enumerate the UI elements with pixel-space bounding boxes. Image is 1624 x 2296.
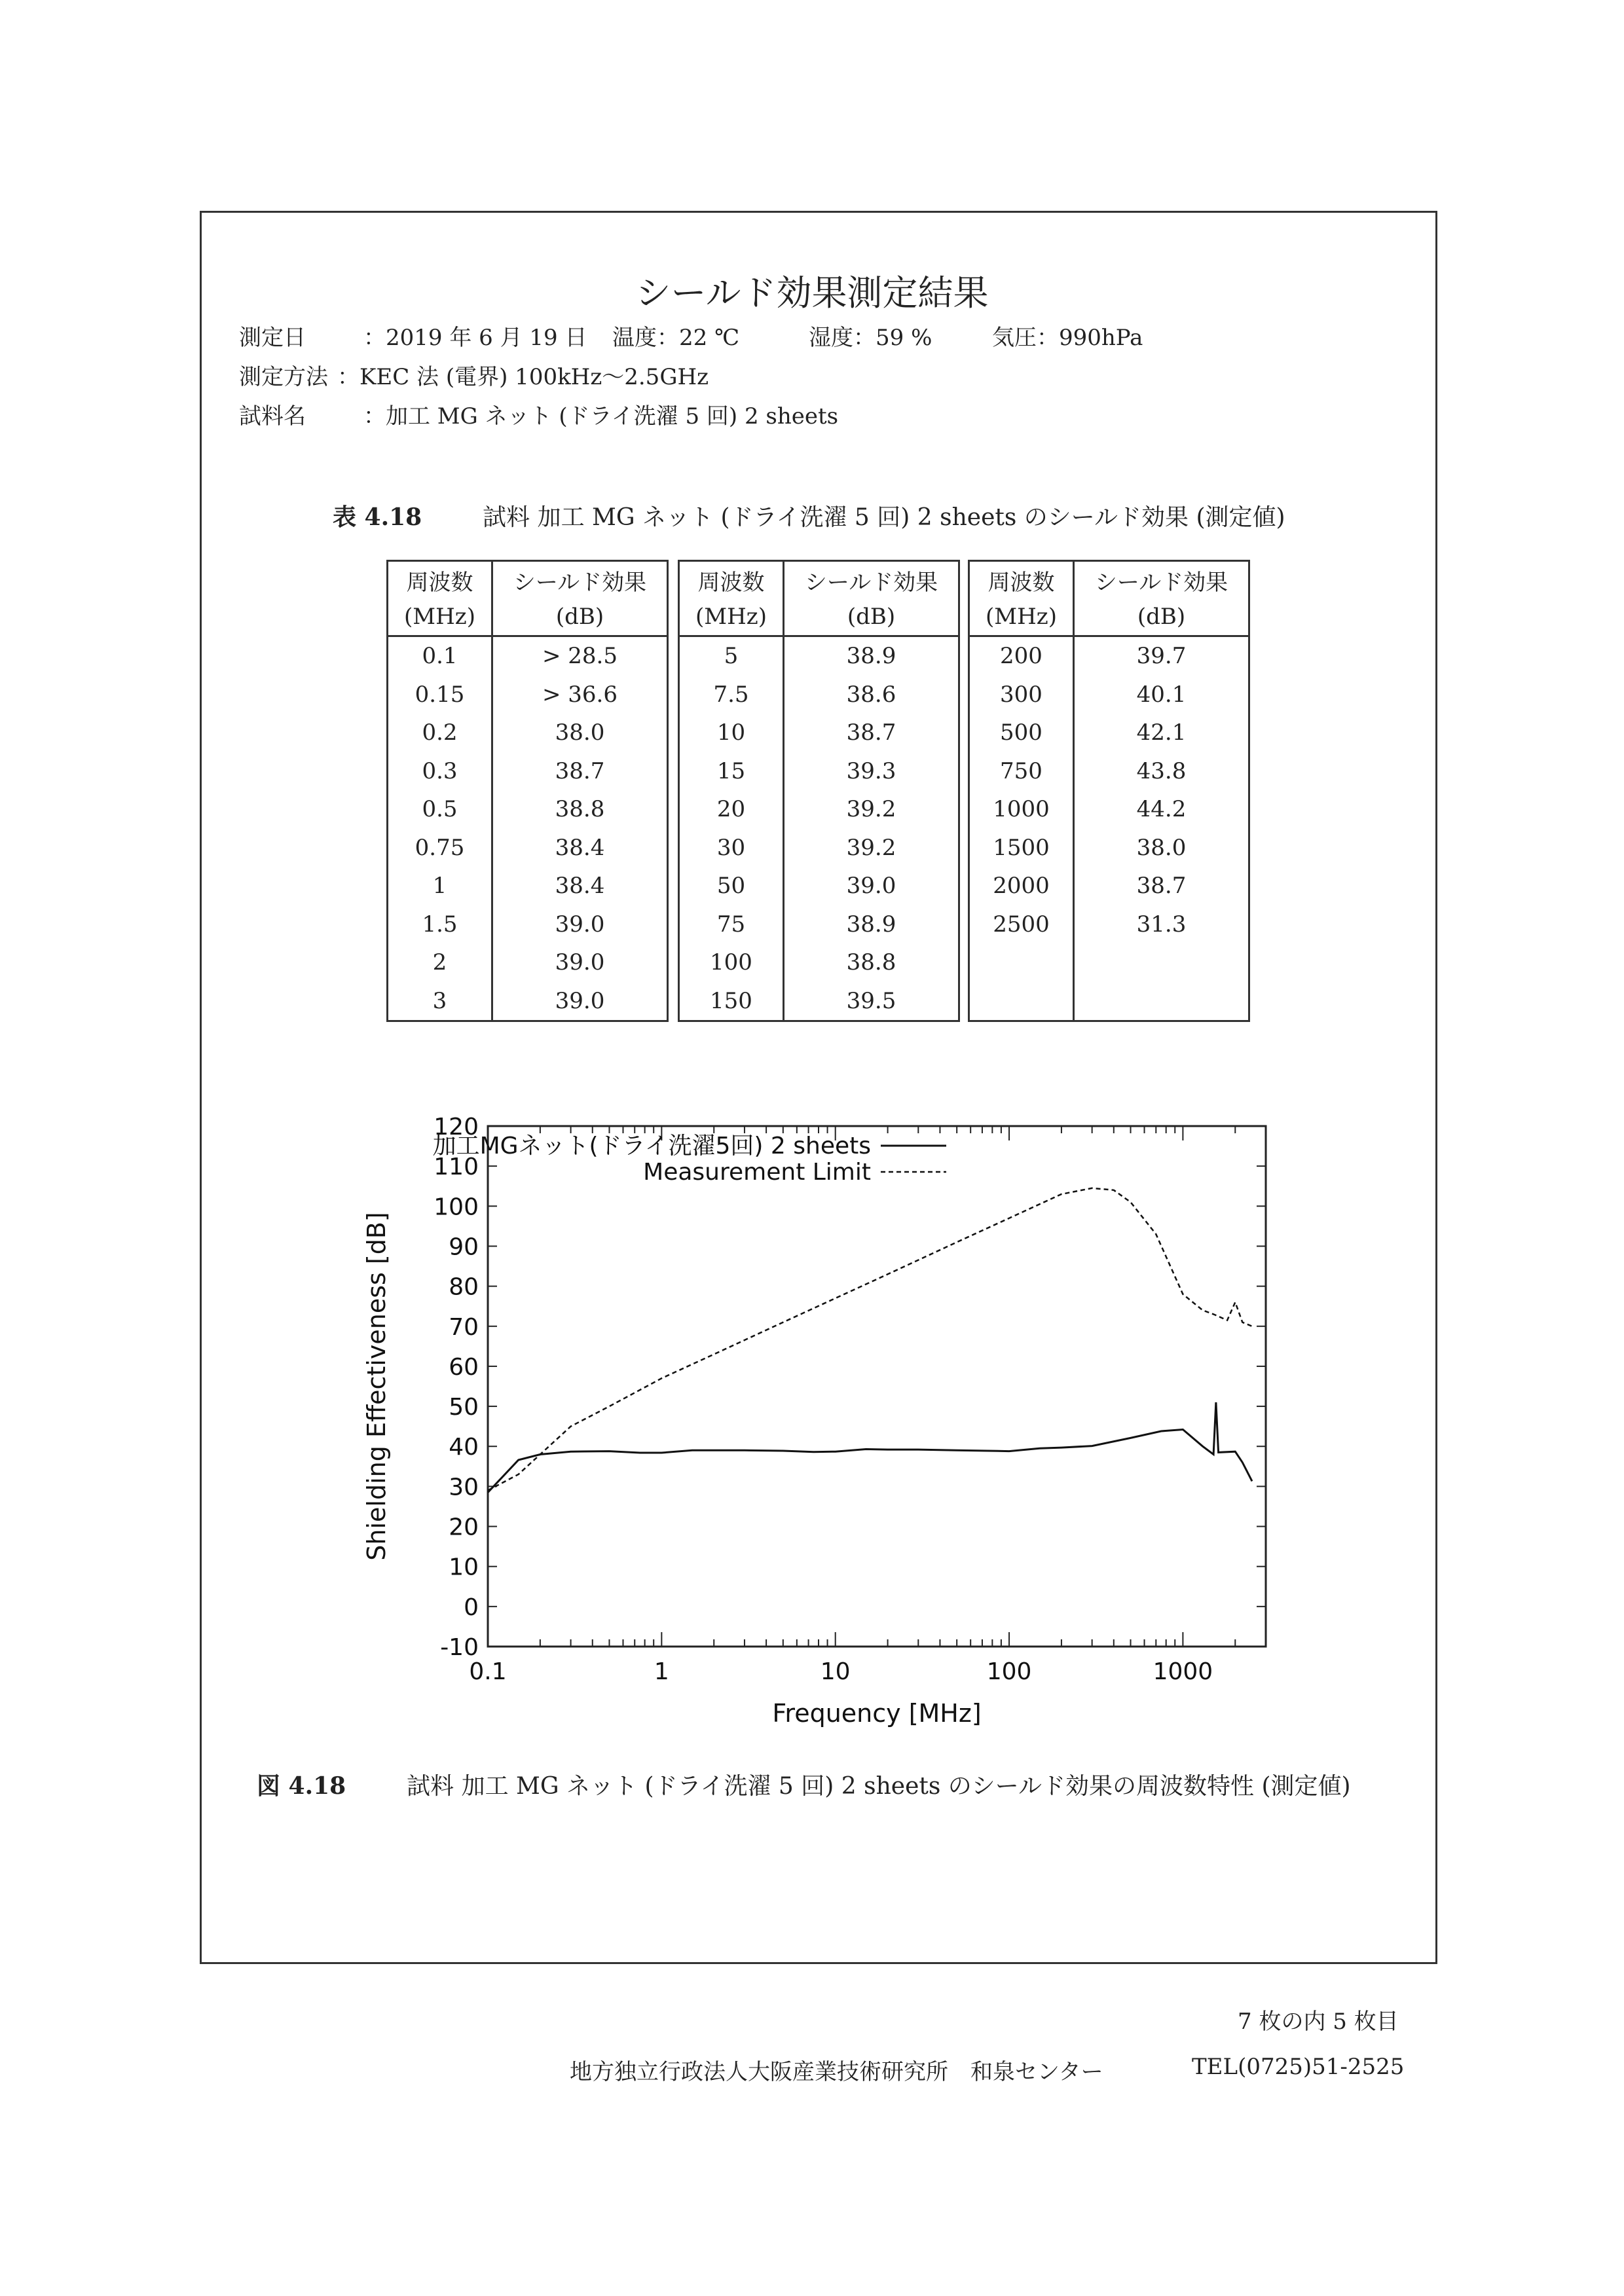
cell-frequency: 2000	[969, 867, 1074, 905]
header-shielding-unit: (dB)	[492, 598, 668, 636]
cell-frequency: 0.75	[388, 829, 492, 867]
cell-shielding: 39.5	[784, 982, 959, 1021]
cell-frequency: 0.15	[388, 676, 492, 714]
se-table-1	[386, 560, 669, 1022]
table-caption-text: 試料 加工 MG ネット (ドライ洗濯 5 回) 2 sheets のシールド効果 (測定値)	[483, 504, 1285, 531]
cell-shielding: 39.3	[784, 752, 959, 791]
header-frequency-unit: (MHz)	[388, 598, 492, 636]
cell-shielding: 38.7	[1074, 867, 1249, 905]
cell-shielding: 39.0	[492, 982, 668, 1021]
cell-frequency: 300	[969, 676, 1074, 714]
page-title: シールド効果測定結果	[635, 272, 989, 314]
table-row	[679, 982, 959, 1021]
table-row	[969, 905, 1249, 944]
cell-frequency	[969, 982, 1074, 1021]
cell-frequency: 200	[969, 636, 1074, 676]
se-table-2	[678, 560, 960, 1022]
header-shielding: シールド効果	[784, 561, 959, 599]
pressure: 気圧：990hPa	[992, 325, 1143, 351]
cell-shielding: 38.4	[492, 829, 668, 867]
header-shielding-unit: (dB)	[784, 598, 959, 636]
y-tick-label: 110	[434, 1154, 479, 1181]
x-tick-label: 100	[986, 1658, 1032, 1685]
header-frequency: 周波数	[969, 561, 1074, 599]
table-row	[969, 676, 1249, 714]
cell-frequency: 0.2	[388, 714, 492, 752]
table-row	[388, 905, 668, 944]
cell-shielding: 39.0	[492, 943, 668, 982]
cell-shielding	[1074, 943, 1249, 982]
cell-shielding: 38.9	[784, 636, 959, 676]
sample-value: ：加工 MG ネット (ドライ洗濯 5 回) 2 sheets	[363, 403, 839, 429]
cell-frequency: 1	[388, 867, 492, 905]
cell-shielding: 39.7	[1074, 636, 1249, 676]
x-tick-label: 1000	[1153, 1658, 1213, 1685]
x-tick-label: 1	[654, 1658, 669, 1685]
cell-shielding: 39.2	[784, 790, 959, 829]
cell-frequency: 100	[679, 943, 784, 982]
cell-shielding: 38.8	[784, 943, 959, 982]
cell-shielding: 38.4	[492, 867, 668, 905]
table-row	[679, 676, 959, 714]
cell-shielding: 38.6	[784, 676, 959, 714]
table-row	[679, 905, 959, 944]
cell-shielding: 38.7	[784, 714, 959, 752]
y-tick-label: 90	[449, 1233, 479, 1261]
header-frequency-unit: (MHz)	[969, 598, 1074, 636]
cell-shielding: 38.0	[1074, 829, 1249, 867]
cell-frequency: 0.1	[388, 636, 492, 676]
temperature: 温度：22 ℃	[612, 325, 740, 351]
cell-shielding: 39.0	[492, 905, 668, 944]
legend-entry-1: 加工MGネット(ドライ洗濯5回) 2 sheets	[432, 1133, 871, 1159]
cell-frequency: 10	[679, 714, 784, 752]
table-row	[969, 943, 1249, 982]
cell-frequency: 20	[679, 790, 784, 829]
table-row	[969, 636, 1249, 676]
cell-shielding: 38.0	[492, 714, 668, 752]
table-row	[388, 752, 668, 791]
table-row	[388, 714, 668, 752]
y-tick-label: 30	[449, 1474, 479, 1501]
se-table-3	[968, 560, 1250, 1022]
cell-frequency: 50	[679, 867, 784, 905]
header-frequency-unit: (MHz)	[679, 598, 784, 636]
table-row	[969, 714, 1249, 752]
y-tick-label: 50	[449, 1394, 479, 1421]
cell-shielding: 31.3	[1074, 905, 1249, 944]
cell-frequency: 3	[388, 982, 492, 1021]
cell-frequency: 15	[679, 752, 784, 791]
cell-frequency: 7.5	[679, 676, 784, 714]
cell-shielding	[1074, 982, 1249, 1021]
header-shielding-unit: (dB)	[1074, 598, 1249, 636]
cell-shielding: 40.1	[1074, 676, 1249, 714]
humidity: 湿度：59 %	[809, 325, 932, 351]
telephone: TEL(0725)51-2525	[1192, 2054, 1405, 2080]
table-row	[388, 790, 668, 829]
cell-frequency	[969, 943, 1074, 982]
cell-frequency: 1500	[969, 829, 1074, 867]
cell-frequency: 1.5	[388, 905, 492, 944]
table-row	[679, 943, 959, 982]
shielding-chart	[354, 1106, 1297, 1735]
table-row	[969, 867, 1249, 905]
page-counter: 7 枚の内 5 枚目	[1238, 2009, 1399, 2035]
table-row	[969, 829, 1249, 867]
header-frequency: 周波数	[679, 561, 784, 599]
cell-shielding: > 28.5	[492, 636, 668, 676]
cell-shielding: 38.7	[492, 752, 668, 791]
figure-caption-text: 試料 加工 MG ネット (ドライ洗濯 5 回) 2 sheets のシールド効果の周波数特性 (測定値)	[407, 1773, 1351, 1800]
header-frequency: 周波数	[388, 561, 492, 599]
series-line-1	[488, 1402, 1252, 1493]
x-tick-label: 10	[820, 1658, 851, 1685]
header-shielding: シールド効果	[492, 561, 668, 599]
table-row	[679, 714, 959, 752]
table-row	[679, 867, 959, 905]
cell-frequency: 75	[679, 905, 784, 944]
y-tick-label: -10	[440, 1634, 479, 1661]
y-tick-label: 60	[449, 1353, 479, 1381]
y-tick-label: 20	[449, 1514, 479, 1541]
date-label: 測定日	[239, 325, 306, 351]
cell-shielding: 38.8	[492, 790, 668, 829]
cell-frequency: 30	[679, 829, 784, 867]
table-caption	[333, 499, 1285, 532]
method-value: ：KEC 法 (電界) 100kHz〜2.5GHz	[337, 364, 709, 390]
figure-caption-label: 図 4.18	[257, 1772, 346, 1800]
cell-frequency: 2500	[969, 905, 1074, 944]
table-row	[388, 829, 668, 867]
y-tick-label: 10	[449, 1554, 479, 1581]
cell-frequency: 500	[969, 714, 1074, 752]
table-row	[679, 636, 959, 676]
x-tick-label: 0.1	[469, 1658, 507, 1685]
table-row	[969, 982, 1249, 1021]
y-tick-label: 70	[449, 1313, 479, 1341]
table-row	[388, 943, 668, 982]
cell-shielding: > 36.6	[492, 676, 668, 714]
y-tick-label: 40	[449, 1434, 479, 1461]
cell-frequency: 1000	[969, 790, 1074, 829]
cell-shielding: 42.1	[1074, 714, 1249, 752]
table-caption-label: 表 4.18	[333, 503, 422, 531]
table-row	[388, 676, 668, 714]
cell-frequency: 150	[679, 982, 784, 1021]
cell-shielding: 39.0	[784, 867, 959, 905]
cell-shielding: 39.2	[784, 829, 959, 867]
y-tick-label: 0	[464, 1594, 479, 1621]
cell-shielding: 44.2	[1074, 790, 1249, 829]
y-tick-label: 100	[434, 1194, 479, 1221]
x-axis-label: Frequency [MHz]	[772, 1699, 982, 1728]
date-value: ：2019 年 6 月 19 日	[363, 325, 587, 351]
legend-entry-2: Measurement Limit	[643, 1159, 871, 1186]
table-row	[679, 829, 959, 867]
y-tick-label: 80	[449, 1273, 479, 1301]
cell-shielding: 38.9	[784, 905, 959, 944]
table-row	[388, 867, 668, 905]
cell-shielding: 43.8	[1074, 752, 1249, 791]
cell-frequency: 2	[388, 943, 492, 982]
cell-frequency: 5	[679, 636, 784, 676]
cell-frequency: 0.3	[388, 752, 492, 791]
table-row	[969, 790, 1249, 829]
sample-label: 試料名	[239, 403, 306, 429]
figure-caption	[257, 1768, 1351, 1801]
cell-frequency: 750	[969, 752, 1074, 791]
table-row	[388, 636, 668, 676]
series-line-2	[488, 1188, 1252, 1491]
header-shielding: シールド効果	[1074, 561, 1249, 599]
cell-frequency: 0.5	[388, 790, 492, 829]
y-tick-label: 120	[434, 1114, 479, 1140]
y-axis-label: Shielding Effectiveness [dB]	[362, 1212, 391, 1561]
method-label: 測定方法	[239, 364, 328, 390]
table-row	[388, 982, 668, 1021]
table-row	[969, 752, 1249, 791]
plot-frame	[488, 1126, 1266, 1647]
table-row	[679, 790, 959, 829]
table-row	[679, 752, 959, 791]
organization: 地方独立行政法人大阪産業技術研究所 和泉センター	[570, 2059, 1103, 2085]
